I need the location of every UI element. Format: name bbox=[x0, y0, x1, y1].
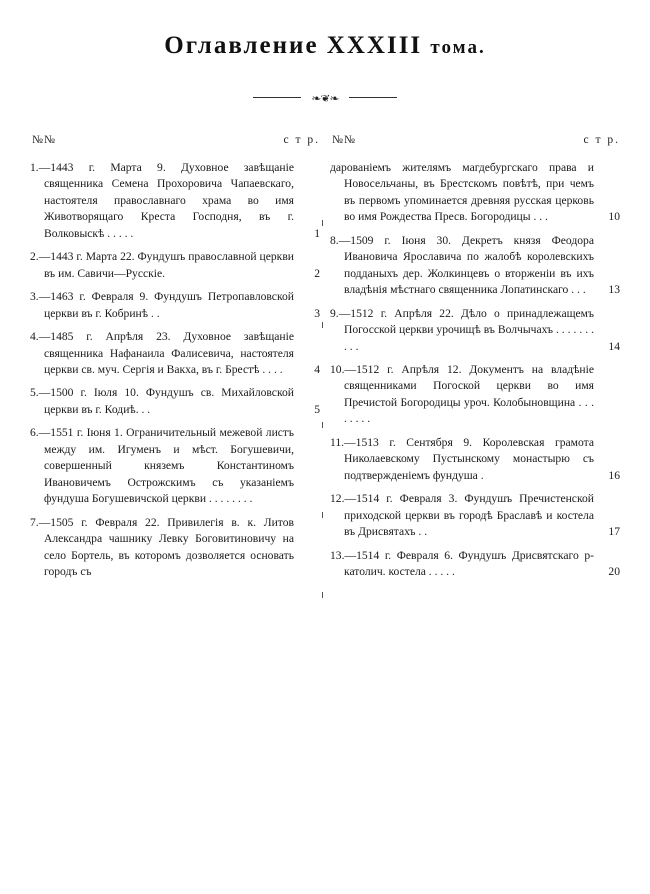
entry-text: 13.—1514 г. Февраля 6. Фундушъ Дрисвятскаго р-католич. костела . . . . . bbox=[330, 548, 594, 578]
entry-page: 10 bbox=[608, 210, 620, 224]
divider-tick bbox=[322, 422, 323, 428]
entry-text: дарованіемъ жителямъ магдебургскаго права и Новосельчаны, въ Брестскомъ повѣтѣ, при чемъ въ первомъ упоминается древняя русская церковь во имя Рождества Пресв. Богородицы . . . bbox=[330, 161, 594, 224]
entry-text: 9.—1512 г. Апрѣля 22. Дѣло о принадлежащемъ Погосской церкви урочищѣ въ Волчычахъ . . . . . . . . . . bbox=[330, 306, 594, 353]
entry-text: 6.—1551 г. Іюня 1. Ограничительный межевой листъ между им. Игуменъ и мѣст. Богушевичи, совершенный княземъ Константиномъ Ивановичемъ Острожскимъ съ указаніемъ фундуша Богушевичской церкви . . . . . . . . bbox=[30, 426, 294, 506]
entry-page: 2 bbox=[314, 266, 320, 280]
number-column-label: №№ bbox=[332, 134, 356, 146]
list-item bbox=[330, 548, 620, 581]
page-column-label: с т р. bbox=[583, 134, 620, 146]
column-header-right bbox=[330, 134, 620, 146]
number-column-label: №№ bbox=[32, 134, 56, 146]
entry-page: 17 bbox=[608, 525, 620, 539]
entry-page: 14 bbox=[608, 339, 620, 353]
column-header-left bbox=[30, 134, 320, 146]
title-tail: тома. bbox=[430, 37, 486, 58]
entry-page: 13 bbox=[608, 283, 620, 297]
list-item bbox=[330, 435, 620, 484]
entry-page: 5 bbox=[314, 402, 320, 416]
entry-text: 2.—1443 г. Марта 22. Фундушъ православной церкви въ им. Савичи—Русскіе. bbox=[30, 250, 294, 280]
contents-columns bbox=[0, 134, 650, 587]
list-item bbox=[330, 233, 620, 299]
entry-page: 1 bbox=[314, 226, 320, 240]
entry-text: 5.—1500 г. Іюля 10. Фундушъ св. Михайловской церкви въ г. Кодиѣ. . . bbox=[30, 386, 294, 416]
document-page bbox=[0, 32, 650, 894]
list-item bbox=[330, 306, 620, 355]
entry-text: 8.—1509 г. Іюня 30. Декретъ князя Феодора Ивановича Ярославича по жалобѣ королевскихъ подданыхъ дер. Жолкинцевъ о вторженіи въ ихъ владѣнія мѣстнаго священника Лопатинскаго . . . bbox=[330, 233, 594, 297]
entry-text: 4.—1485 г. Апрѣля 23. Духовное завѣщаніе священника Нафанаила Фалисевича, настоятеля церкви св. муч. Сергія и Вакха, въ г. Брестѣ . . . . bbox=[30, 330, 294, 376]
ornament-rule-left bbox=[253, 97, 301, 98]
entry-text: 3.—1463 г. Февраля 9. Фундушъ Петропавловской церкви въ г. Кобринѣ . . bbox=[30, 290, 294, 320]
page-column-label: с т р. bbox=[283, 134, 320, 146]
list-item bbox=[330, 362, 620, 428]
ornament-rule-right bbox=[349, 97, 397, 98]
divider-tick bbox=[322, 220, 323, 226]
ornament-glyph: ❧❦❧ bbox=[311, 92, 339, 104]
entry-text: 7.—1505 г. Февраля 22. Привилегія в. к. Литов Александра чашнику Левку Боговитиновичу на село Бортель, въ которомъ дозволяется основать городъ съ bbox=[30, 515, 294, 578]
list-item bbox=[30, 329, 320, 378]
page-title bbox=[0, 32, 650, 60]
ornament-divider bbox=[0, 90, 650, 106]
column-divider bbox=[322, 212, 323, 602]
divider-tick bbox=[322, 592, 323, 598]
divider-tick bbox=[322, 512, 323, 518]
list-item bbox=[30, 249, 320, 282]
entry-page: 3 bbox=[314, 306, 320, 320]
list-item bbox=[30, 289, 320, 322]
list-item bbox=[330, 160, 620, 226]
entry-page: 16 bbox=[608, 468, 620, 482]
entry-page: 20 bbox=[608, 564, 620, 578]
title-main: Оглавление bbox=[164, 32, 319, 59]
entry-text: 11.—1513 г. Сентября 9. Королевская грамота Николаевскому Пустынскому монастырю съ подтвержденіемъ фундуша . bbox=[330, 435, 594, 482]
title-volume: XXXIII bbox=[326, 32, 423, 59]
list-item bbox=[330, 491, 620, 540]
divider-tick bbox=[322, 322, 323, 328]
list-item bbox=[30, 385, 320, 418]
entry-text: 12.—1514 г. Февраля 3. Фундушъ Пречистенской приходской церкви въ городѣ Браславѣ и костела въ Дрисвятахъ . . bbox=[330, 492, 594, 539]
contents-column-left bbox=[30, 134, 320, 587]
list-item bbox=[30, 515, 320, 581]
list-item bbox=[30, 425, 320, 507]
entry-page: 4 bbox=[314, 362, 320, 376]
entry-text: 1.—1443 г. Марта 9. Духовное завѣщаніе священника Семена Прохоровича Чапаевскаго, настоятеля православнаго храма во имя Животворящаго Креста Господня, въ г. Волковыскѣ . . . . . bbox=[30, 161, 294, 240]
contents-column-right bbox=[330, 134, 620, 587]
entry-text: 10.—1512 г. Апрѣля 12. Документъ на владѣніе священниками Погоской церкви во имя Пречистой Богородицы уроч. Колобыновщина . . . . . . . . bbox=[330, 362, 594, 426]
list-item bbox=[30, 160, 320, 242]
